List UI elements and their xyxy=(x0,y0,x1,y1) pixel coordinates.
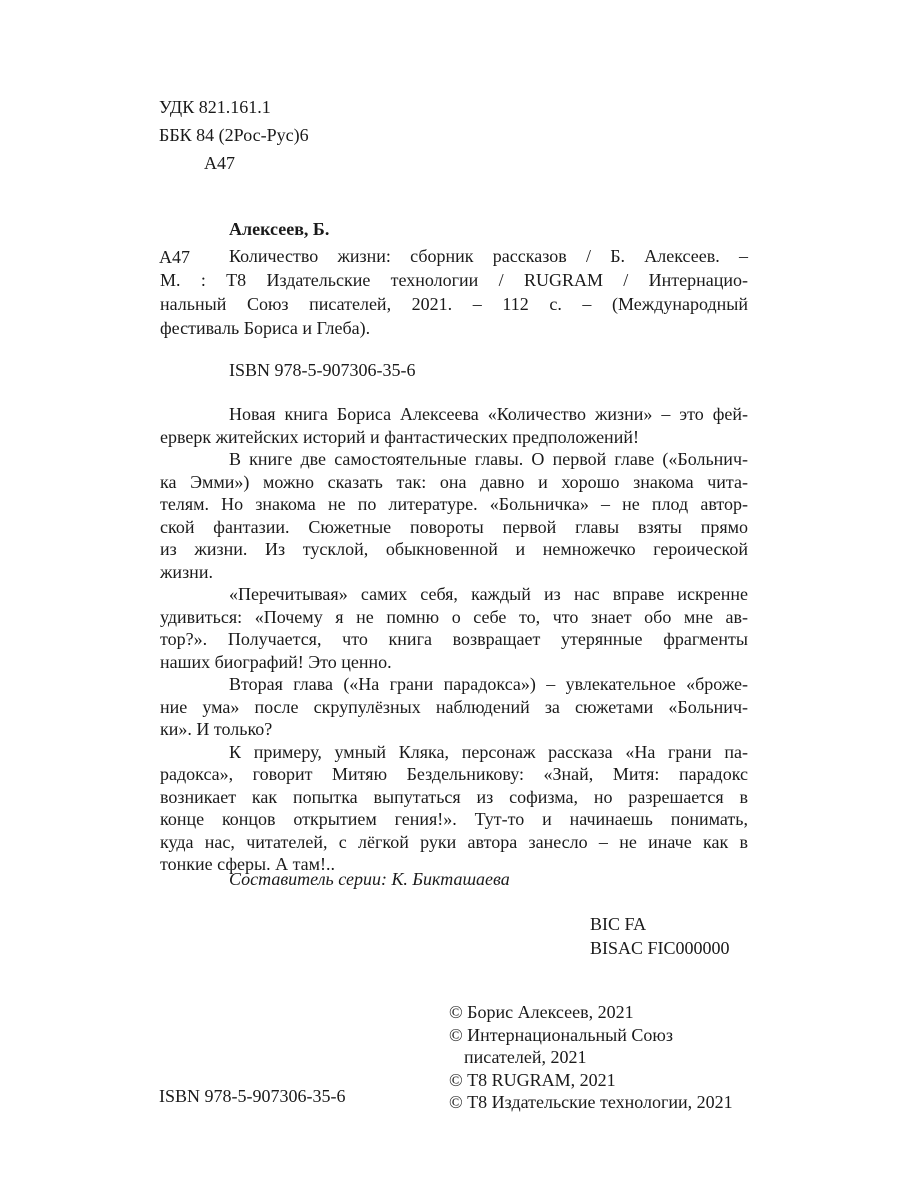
copyright-line: © Интернациональный Союз xyxy=(449,1024,673,1045)
annotation-line: Вторая глава («На грани парадокса») – увлекательное «броже- xyxy=(229,674,748,694)
copyright-block xyxy=(449,1001,733,1114)
annotation-line: ние ума» после скрупулёзных наблюдений за сюжетами «Больнич- xyxy=(160,696,748,717)
catalog-line: фестиваль Бориса и Глеба). xyxy=(160,318,371,338)
catalog-line: М. : Т8 Издательские технологии / RUGRAM / Интернацио- xyxy=(160,270,748,290)
annotation-line: жизни. xyxy=(160,561,213,582)
annotation-line: ка Эмми») можно сказать так: она давно и хорошо знакома чита- xyxy=(160,471,748,492)
annotation-line: ерверк житейских историй и фантастических предположений! xyxy=(160,426,639,447)
annotation-wrap xyxy=(160,763,748,876)
annotation-line: радокса», говорит Митяю Бездельникову: «Знай, Митя: парадокс xyxy=(160,764,748,784)
annotation-line: удивиться: «Почему я не помню о себе то, что знает обо мне ав- xyxy=(160,606,748,627)
annotation-line: «Перечитывая» самих себя, каждый из нас вправе искренне xyxy=(229,584,748,604)
udk-code: УДК 821.161.1 xyxy=(159,97,271,117)
annotation-line: К примеру, умный Кляка, персонаж рассказа «На грани па- xyxy=(229,741,748,762)
author-mark: А47 xyxy=(204,153,235,173)
author-heading: Алексеев, Б. xyxy=(229,219,330,239)
annotation-wrap xyxy=(160,471,748,584)
copyright-line: писателей, 2021 xyxy=(464,1047,587,1067)
annotation-line: ской фантазии. Сюжетные повороты первой главы взяты прямо xyxy=(160,516,748,537)
annotation-line: наших биографий! Это ценно. xyxy=(160,651,392,672)
copyright-line: © Т8 RUGRAM, 2021 xyxy=(449,1069,616,1090)
catalog-line: Количество жизни: сборник рассказов / Б. Алексеев. – xyxy=(229,246,748,266)
catalog-line: нальный Союз писателей, 2021. – 112 с. – (Международный xyxy=(160,294,748,314)
annotation-line: В книге две самостоятельные главы. О первой главе («Больнич- xyxy=(229,449,748,469)
catalog-continuation xyxy=(160,268,748,340)
bic-code: BIC FA xyxy=(590,914,647,934)
annotation-wrap xyxy=(160,696,748,741)
annotation-line: возникает как попытка выпутаться из софизма, но разрешается в xyxy=(160,786,748,807)
copyright-line: © Т8 Издательские технологии, 2021 xyxy=(449,1092,733,1112)
annotation-line: телям. Но знакома не по литературе. «Больничка» – не плод автор- xyxy=(160,494,748,514)
annotation-line: тонкие сферы. А там!.. xyxy=(160,854,336,874)
catalog-isbn: ISBN 978-5-907306-35-6 xyxy=(229,360,416,380)
copyright-line: © Борис Алексеев, 2021 xyxy=(449,1002,634,1022)
catalog-mark: А47 xyxy=(159,247,190,267)
series-compiler: Составитель серии: К. Бикташаева xyxy=(229,869,510,889)
annotation-line: куда нас, читателей, с лёгкой руки автора занесло – не иначе как в xyxy=(160,831,748,852)
footer-isbn: ISBN 978-5-907306-35-6 xyxy=(159,1086,346,1106)
annotation-wrap xyxy=(160,426,748,449)
annotation xyxy=(160,403,748,876)
annotation-line: из жизни. Из тусклой, обыкновенной и немножечко героической xyxy=(160,539,748,559)
annotation-wrap xyxy=(160,606,748,674)
annotation-line: тор?». Получается, что книга возвращает утерянные фрагменты xyxy=(160,629,748,649)
annotation-line: ки». И только? xyxy=(160,719,273,739)
bbk-code: ББК 84 (2Рос-Рус)6 xyxy=(159,125,309,145)
bisac-code: BISAC FIC000000 xyxy=(590,938,730,958)
annotation-line: Новая книга Бориса Алексеева «Количество жизни» – это фей- xyxy=(229,404,748,424)
annotation-line: конце концов открытием гения!». Тут-то и начинаешь понимать, xyxy=(160,809,748,829)
